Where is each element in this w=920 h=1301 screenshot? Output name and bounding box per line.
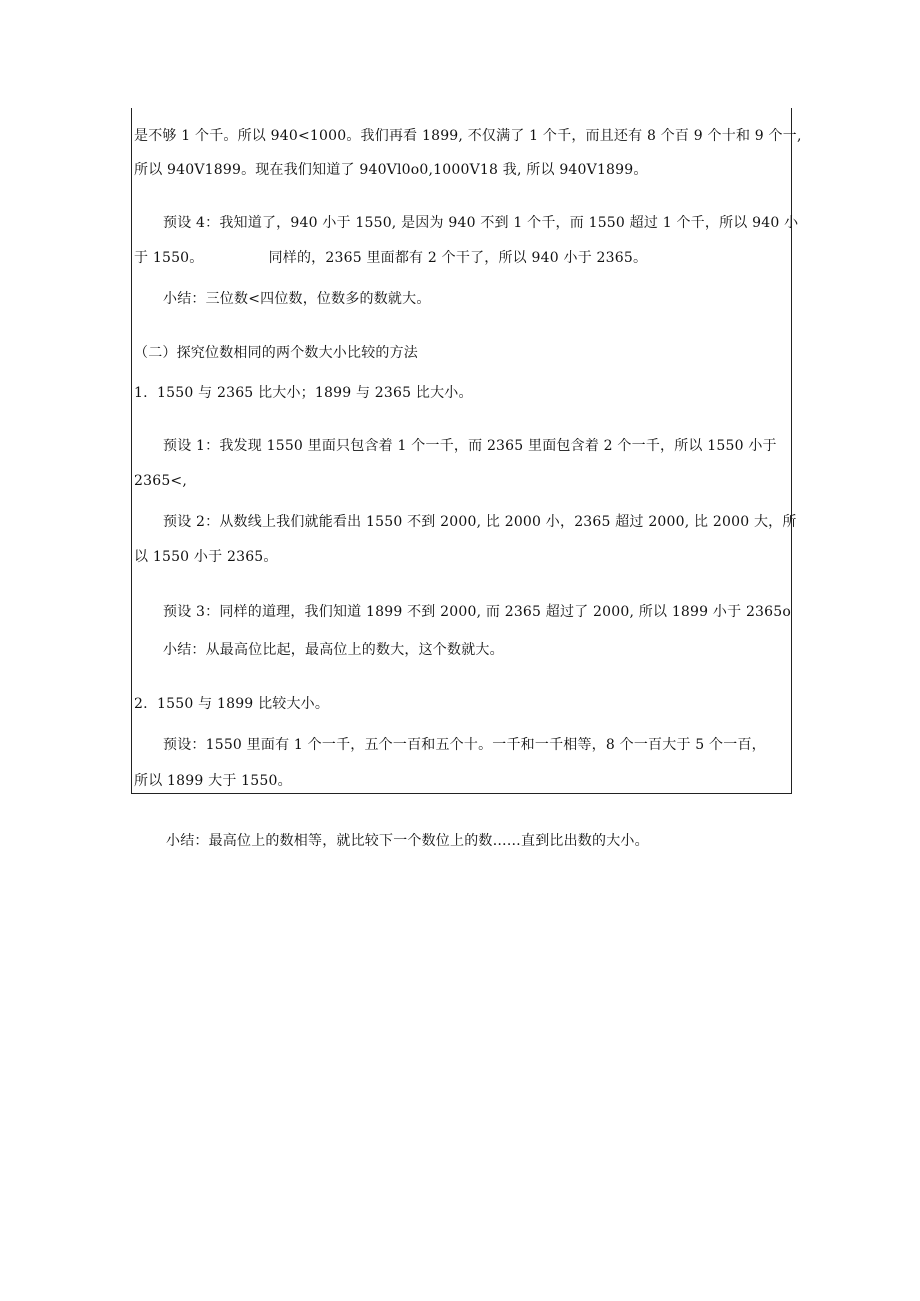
text-line-2: 所以 940V1899。现在我们知道了 940Vl0o0,1000V18 我, 所以 940V1899。: [134, 162, 648, 178]
item-heading-1: 1. 1550 与 2365 比大小；1899 与 2365 比大小。: [134, 385, 473, 401]
text-line-4: 于 1550。 同样的，2365 里面都有 2 个干了，所以 940 小于 2365。: [134, 250, 648, 266]
text-line-12: 预设 3：同样的道理，我们知道 1899 不到 2000, 而 2365 超过了 2000, 所以 1899 小于 2365o: [163, 604, 792, 620]
text-line-1: 是不够 1 个千。所以 940<1000。我们再看 1899, 不仅满了 1 个千，而且还有 8 个百 9 个十和 9 个一,: [134, 128, 802, 144]
text-line-15: 预设：1550 里面有 1 个一千，五个一百和五个十。一千和一千相等，8 个一百大于 5 个一百，: [163, 737, 766, 753]
text-line-11: 以 1550 小于 2365。: [134, 549, 278, 565]
text-line-8: 预设 1：我发现 1550 里面只包含着 1 个一千，而 2365 里面包含着 2 个一千，所以 1550 小于: [163, 438, 777, 454]
text-line-10: 预设 2：从数线上我们就能看出 1550 不到 2000, 比 2000 小，2365 超过 2000, 比 2000 大，所: [163, 514, 797, 530]
item-heading-2: 2. 1550 与 1899 比较大小。: [134, 696, 330, 712]
summary-line-1: 小结：三位数<四位数，位数多的数就大。: [163, 291, 431, 307]
summary-line-2: 小结：从最高位比起，最高位上的数大，这个数就大。: [163, 642, 504, 658]
text-line-9: 2365<,: [134, 473, 188, 489]
text-line-3: 预设 4：我知道了，940 小于 1550, 是因为 940 不到 1 个千，而 1550 超过 1 个千，所以 940 小: [163, 215, 799, 231]
section-heading-2: （二）探究位数相同的两个数大小比较的方法: [134, 345, 418, 361]
footer-summary: 小结：最高位上的数相等，就比较下一个数位上的数……直到比出数的大小。: [166, 833, 649, 849]
text-line-16: 所以 1899 大于 1550。: [134, 773, 292, 789]
